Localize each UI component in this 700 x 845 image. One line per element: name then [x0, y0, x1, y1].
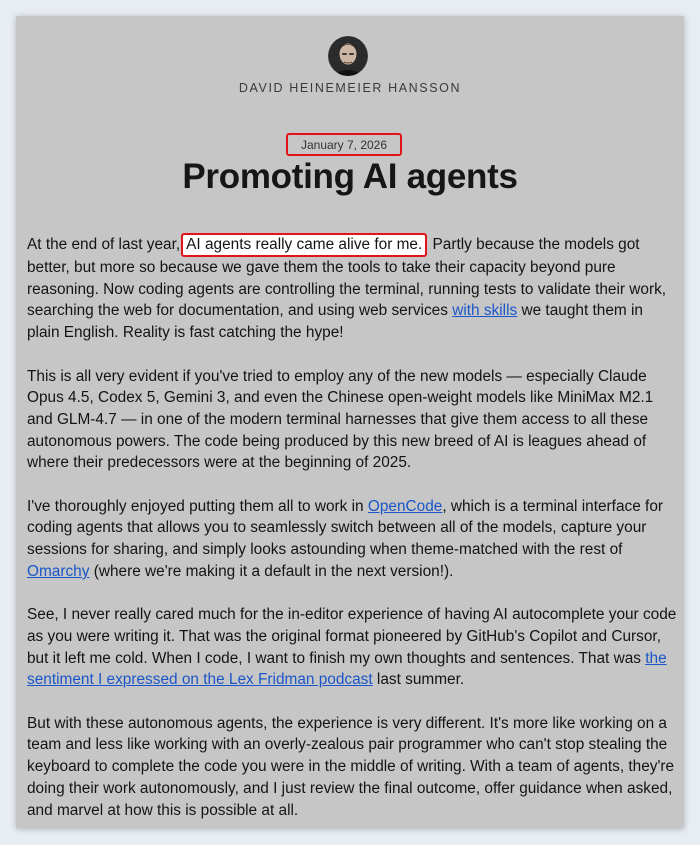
- paragraph-text: See, I never really cared much for the in-editor experience of having AI autocomplete your code as you were writing it. That was the original format pioneered by GitHub's Copilot and Cursor, but it left me cold. When I code, I want to finish my own thoughts and sentences. That was: [27, 606, 677, 667]
- paragraph-text: last summer.: [372, 671, 465, 689]
- paragraph-1: [27, 233, 677, 344]
- post-title: Promoting AI agents: [182, 157, 518, 196]
- paragraph-text: we taught them in plain English. Reality is fast catching the hype!: [27, 302, 643, 342]
- post-body: [27, 233, 677, 828]
- paragraph-text: (where we're making it a default in the next version!).: [89, 562, 454, 580]
- author-name[interactable]: DAVID HEINEMEIER HANSSON: [238, 81, 462, 95]
- lex-fridman-podcast-link[interactable]: the sentiment I expressed on the Lex Fridman podcast: [27, 649, 667, 689]
- paragraph-5: But with these autonomous agents, the experience is very different. It's more like working on a team and less like working with an overly-zealous pair programmer who can't stop stealing the keyboard to complete the code you were in the middle of writing. With a team of agents, they're doing their work autonomously, and I just review the final outcome, offer guidance when asked, and marvel at how this is possible at all.: [27, 714, 675, 819]
- with-skills-link[interactable]: with skills: [452, 302, 518, 320]
- avatar-portrait-icon: [328, 36, 368, 76]
- opencode-link[interactable]: OpenCode: [367, 497, 443, 515]
- paragraph-3: [27, 496, 677, 583]
- highlighted-sentence: AI agents really came alive for me.: [181, 233, 427, 257]
- author-avatar[interactable]: [328, 36, 368, 76]
- article-page: [16, 16, 684, 828]
- omarchy-link[interactable]: Omarchy: [27, 562, 90, 580]
- paragraph-text: Partly because the models got better, but more so because we gave them the tools to take their capacity beyond pure reasoning. Now coding agents are controlling the terminal, running tests to validate their work, searching the web for documentation, and using web services: [27, 236, 667, 320]
- paragraph-text: I've thoroughly enjoyed putting them all to work in: [27, 497, 368, 515]
- paragraph-4: [27, 604, 677, 691]
- paragraph-text: , which is a terminal interface for coding agents that allows you to seamlessly switch between all of the models, capture your sessions for sharing, and simply looks astounding when theme-matched with the rest of: [27, 497, 664, 559]
- paragraph-2: This is all very evident if you've tried to employ any of the new models — especially Claude Opus 4.5, Codex 5, Gemini 3, and even the Chinese open-weight models like MiniMax M2.1 and GLM-4.7 — in one of the modern terminal harnesses that give them access to all these autonomous powers. The code being produced by this new breed of AI is leagues ahead of where their predecessors were at the beginning of 2025.: [27, 367, 654, 472]
- post-date: January 7, 2026: [286, 133, 402, 156]
- paragraph-text: At the end of last year,: [27, 236, 181, 253]
